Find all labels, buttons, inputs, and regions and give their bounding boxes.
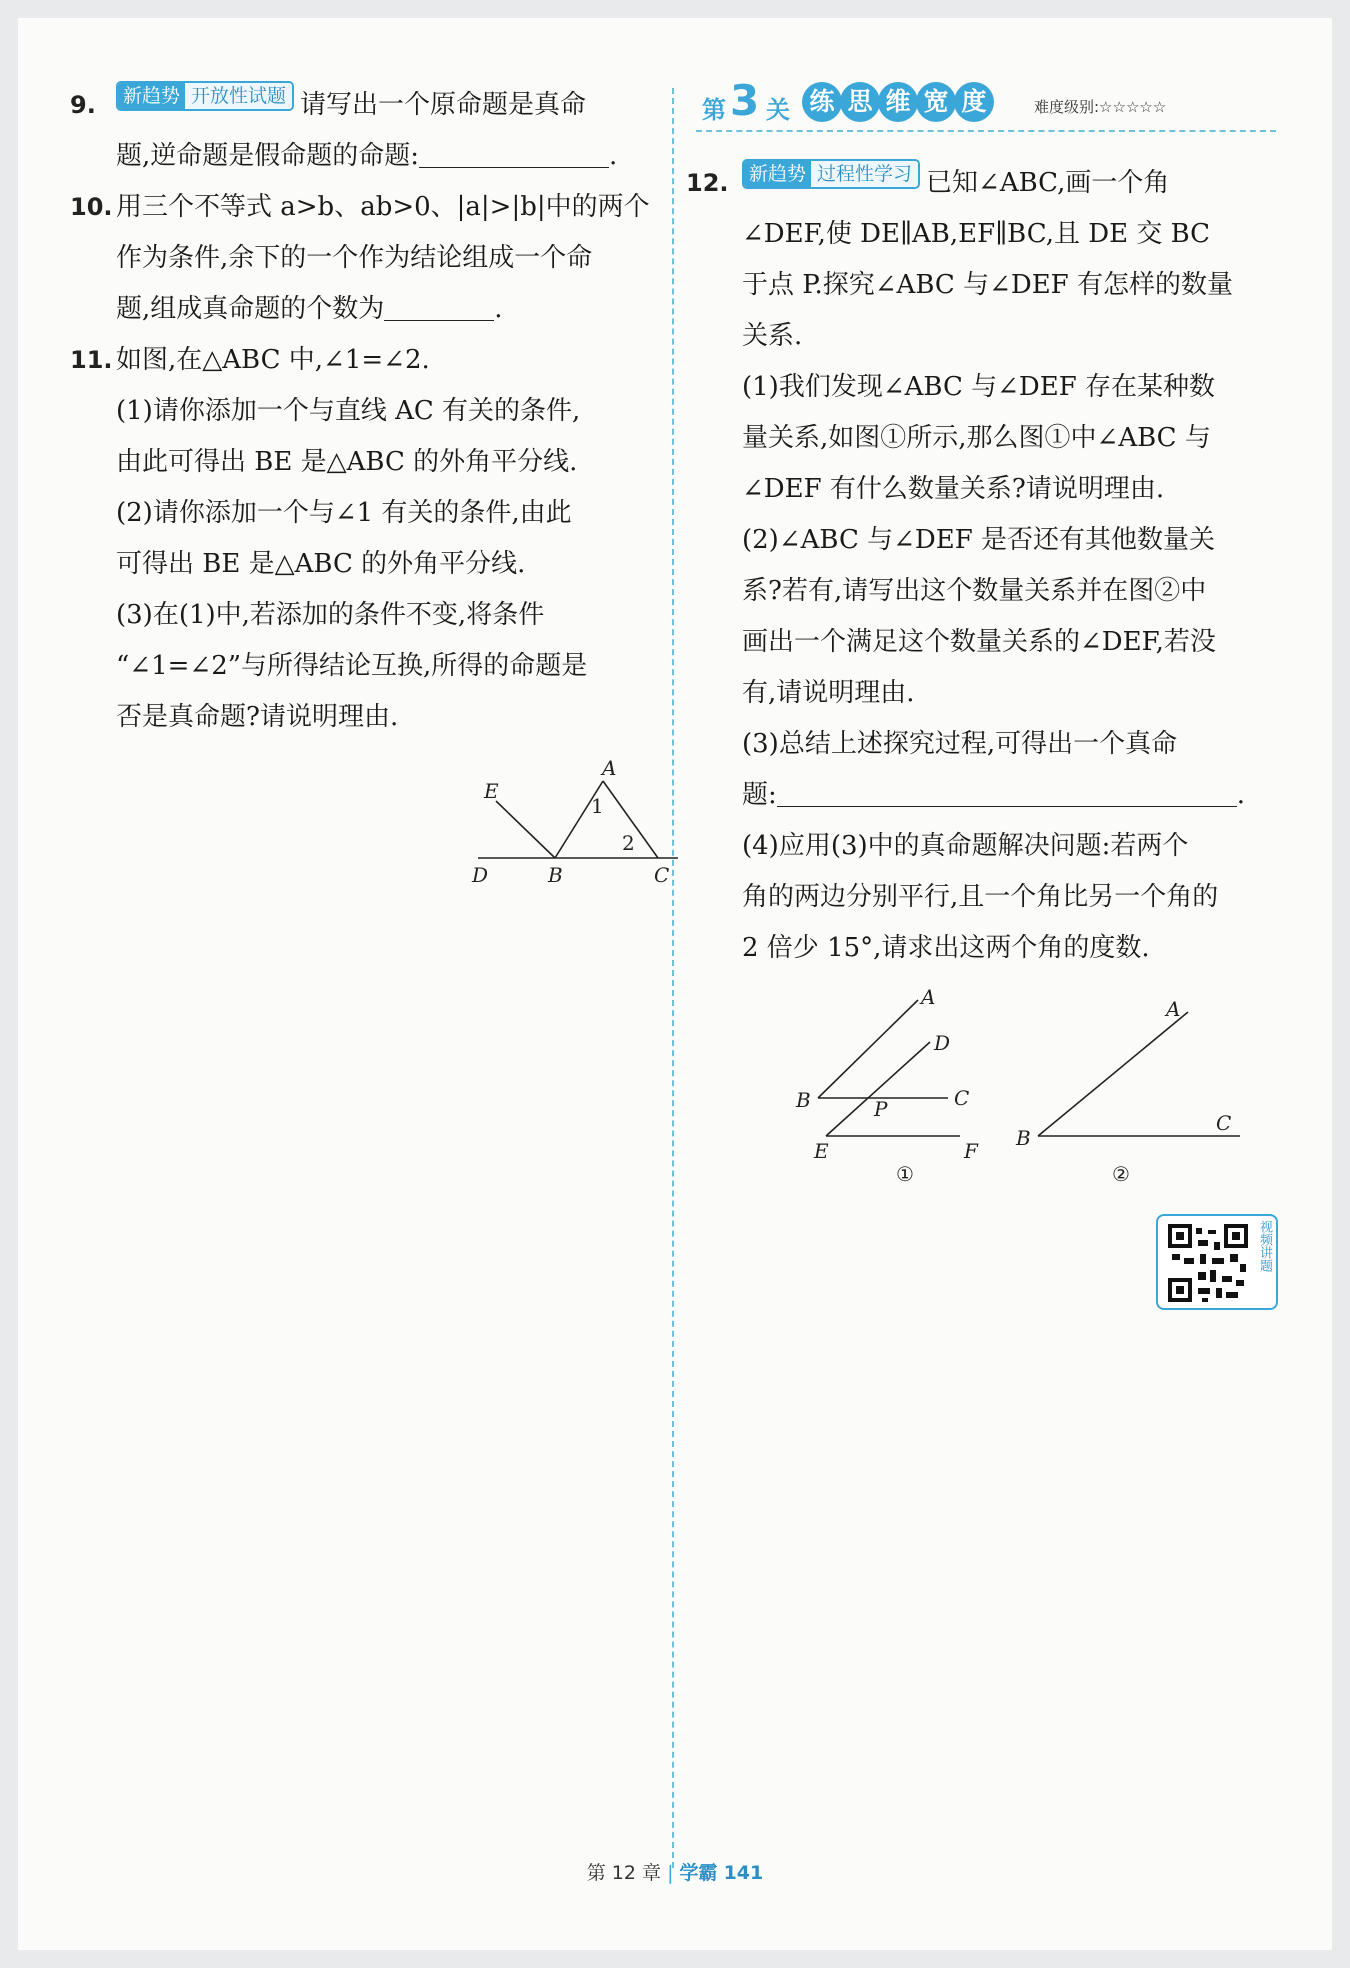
point-label-a: A [1166,997,1181,1021]
question-number: 12. [686,169,729,197]
figure-q11 [458,743,698,893]
right-column [686,158,1296,974]
question-number: 10. [70,193,113,221]
question-10: 10. 用三个不等式 a>b、ab>0、|a|>|b|中的两个 作为条件,余下的一个作为结论组成一个命 题,组成真命题的个数为 . [70,182,670,335]
question-9: 9. 新趋势 开放性试题 请写出一个原命题是真命 题,逆命题是假命题的命题: . [70,80,670,182]
column-divider [672,88,674,1868]
point-label-e: E [484,779,499,803]
point-label-p: P [874,1097,888,1121]
answer-blank[interactable] [419,137,609,168]
point-label-d: D [934,1031,951,1055]
point-label-d: D [472,863,489,887]
point-label-b: B [548,863,563,887]
question-number: 9. [70,91,96,119]
left-column [70,80,670,743]
angle-label-1: 1 [591,794,604,818]
point-label-f: F [964,1139,978,1163]
point-label-e: E [814,1139,829,1163]
qr-label: 视频讲题 [1257,1220,1272,1272]
angle-label-2: 2 [622,831,635,855]
question-11: 11. 如图,在△ABC 中,∠1=∠2. (1)请你添加一个与直线 AC 有关的条件, 由此可得出 BE 是△ABC 的外角平分线. (2)请你添加一个与∠1 有关的条件,由此 可得出 BE 是△ABC 的外角平分线. (3)在(1)中,若添加的条件不变,将条件 “∠1=∠2”与所得结论互换,所得的命题是 否是真命题?请说明理由. [70,335,670,743]
point-label-b: B [796,1088,811,1112]
chapter-label: 第 12 章 [586,1862,662,1884]
difficulty-rating: 难度级别:☆☆☆☆☆ [1034,98,1167,116]
point-label-c: C [1216,1111,1232,1135]
section-header: 第 3 关 练 思 维 宽 度 难度级别:☆☆☆☆☆ [694,82,1294,126]
point-label-b: B [1016,1126,1031,1150]
video-qr-code[interactable] [1156,1214,1278,1310]
question-tag: 新趋势 开放性试题 [116,81,294,111]
brand-label: 学霸 [679,1862,718,1884]
point-label-a: A [602,756,617,780]
question-number: 11. [70,346,113,374]
question-12: 12. 新趋势 过程性学习 已知∠ABC,画一个角 ∠DEF,使 DE∥AB,EF∥BC,且 DE 交 BC 于点 P.探究∠ABC 与∠DEF 有怎样的数量 关系. (1)我们发现∠ABC 与∠DEF 存在某种数 量关系,如图①所示,那么图①中∠ABC 与 ∠DEF 有什么数量关系?请说明理由. (2)∠ABC 与∠DEF 是否还有其他数量关 系?若有,请写出这个数量关系并在图②中 画出一个满足这个数量关系的∠DEF,若没 有,请说明理由. (3)总结上述探究过程,可得出一个真命 题: . (4)应用(3)中的真命题解决问题:若两个 角的两边分别平行,且一个角比另一个角的 2 倍少 15°,请求出这两个角的度数. [686,158,1296,974]
page-footer: 第 12 章 | 学霸 141 [586,1862,764,1884]
figure-number: ① [896,1162,914,1186]
answer-blank[interactable] [384,290,494,321]
point-label-a: A [921,985,936,1009]
answer-blank[interactable] [777,776,1237,807]
header-dashed-rule [696,130,1276,132]
figure-1 [788,978,1008,1188]
page-number: 141 [723,1862,764,1884]
figure-2 [998,978,1258,1188]
point-label-c: C [954,1086,970,1110]
point-label-c: C [654,863,670,887]
qr-code-icon [1162,1218,1254,1306]
workbook-page [18,18,1332,1950]
question-tag: 新趋势 过程性学习 [742,159,920,189]
figure-number: ② [1112,1162,1130,1186]
